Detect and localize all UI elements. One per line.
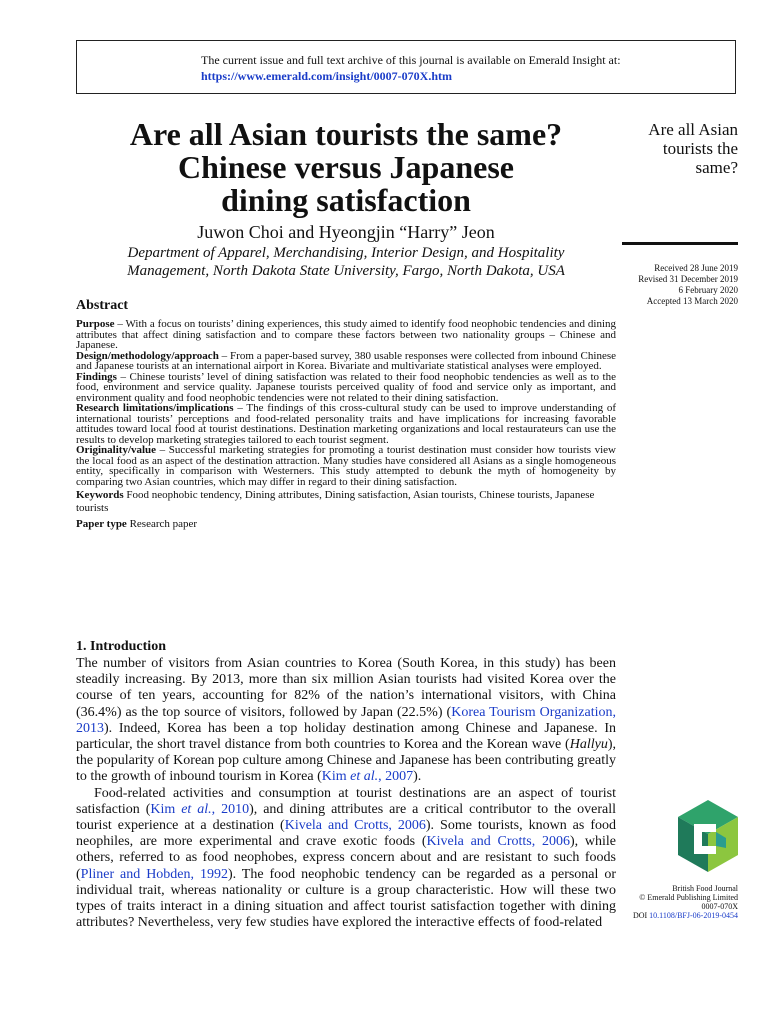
accepted-date: Accepted 13 March 2020: [646, 296, 738, 306]
text: ), the popularity of Korean pop culture among Chinese and Japanese has been contributing greatly to the growth of inbound tourism in Korea (: [76, 737, 616, 785]
intro-paragraph-1: [76, 656, 616, 786]
doi-link[interactable]: 10.1108/BFJ-06-2019-0454: [649, 911, 738, 920]
intro-paragraph-2: [76, 786, 616, 932]
abstract-originality: [76, 445, 616, 487]
emerald-logo-icon: [676, 800, 740, 872]
journal-info: [600, 884, 738, 920]
text: The number of visitors from Asian countries to Korea (South Korea, in this study) has been steadily increasing. By 2013, more than six million Asian tourists had visited Korea over the course of ten years, accounting for 82% of the nation’s international visitors, with China (36.4%) as the top source of visitors, followed by Japan (22.5%) (: [76, 656, 616, 720]
running-title-line: same?: [695, 158, 738, 177]
text: ), while others, referred to as food neophobes, express concern about and are resistant to such foods (: [76, 834, 617, 882]
citation-etal: et al.: [181, 801, 212, 817]
citation-link[interactable]: Korea Tourism Organization, 2013: [76, 704, 617, 736]
keywords-label: Keywords: [76, 489, 124, 501]
paper-type-text: Research paper: [126, 518, 198, 530]
citation-year: , 2010: [211, 801, 250, 817]
abstract-limitations: [76, 403, 616, 445]
revised-date-2: 6 February 2020: [678, 285, 738, 295]
paper-type-label: Paper type: [76, 518, 127, 530]
running-title: [620, 120, 738, 177]
running-title-line: tourists the: [662, 139, 738, 158]
journal-name: British Food Journal: [672, 884, 738, 893]
issn: 0007-070X: [701, 902, 738, 911]
section-label: Findings: [76, 370, 117, 383]
doi: [600, 911, 738, 920]
banner-text: The current issue and full text archive of this journal is available on Emerald Insight at:: [201, 53, 621, 67]
section-label: Purpose: [76, 318, 115, 330]
article-title: [76, 118, 616, 217]
affiliation: [76, 244, 616, 280]
title-line: Chinese versus Japanese: [177, 149, 514, 185]
section-text: – Chinese tourists’ level of dining satisfaction was related to their food neophobic tendencies as well as to the food, environment and service quality. Japanese tourists perceived quality of food and service only as important, and environment quality and food neophobic tendencies were not related to their dining satisfaction.: [76, 370, 616, 404]
running-title-line: Are all Asian: [648, 120, 738, 139]
citation-year: , 2007: [378, 769, 414, 785]
introduction-heading: 1. Introduction: [76, 639, 166, 654]
text: ). Indeed, Korea has been a top holiday destination among Chinese and Japanese. In particular, the short travel distance from both countries to Korea and the Korean wave (: [76, 720, 616, 753]
journal-url-link[interactable]: https://www.emerald.com/insight/0007-070X.htm: [201, 69, 452, 83]
section-label: Research limitations/implications: [76, 402, 234, 414]
affiliation-line: Department of Apparel, Merchandising, Interior Design, and Hospitality: [127, 245, 565, 261]
section-text: – Successful marketing strategies for promoting a tourist destination must consider how tourists view the local food as an aspect of the destination attraction. Many studies have considered all Asians as a single homogeneous entity, specifically in comparison with Westerners. This study attempted to debunk the myth of homogeneity by comparing two Asian countries, which may differ in regard to their dining satisfaction.: [76, 444, 616, 488]
section-text: – The findings of this cross-cultural study can be used to improve understanding of international tourists’ perceptions and food-related personality traits and have implications for increasing favorable attitudes toward local food at tourist destinations. Destination marketing organizations and local restaurateurs can use the results to develop marketing strategies tailored to each tourist segment.: [76, 402, 616, 446]
doi-prefix: DOI: [632, 911, 648, 920]
affiliation-line: Management, North Dakota State University, Fargo, North Dakota, USA: [127, 263, 565, 279]
citation-author: Kim: [150, 801, 182, 817]
revised-date: Revised 31 December 2019: [638, 274, 738, 284]
citation-link[interactable]: Pliner and Hobden, 1992: [80, 866, 228, 882]
text: ).: [413, 769, 422, 785]
citation-author: Kim: [321, 769, 351, 785]
article-dates: [600, 263, 738, 307]
text: Food-related activities and consumption at tourist destinations are an aspect of tourist satisfaction (: [76, 785, 616, 817]
section-text: – With a focus on tourists’ dining experiences, this study aimed to identify food neophobic tendencies and dining attributes that affect dining satisfaction and to compare these factors between two nationality groups – Chinese and Japanese.: [76, 318, 616, 351]
title-line: Are all Asian tourists the same?: [129, 116, 563, 152]
abstract-findings: [76, 372, 616, 404]
citation-link[interactable]: Kivela and Crotts, 2006: [426, 834, 570, 850]
keywords-text: Food neophobic tendency, Dining attributes, Dining satisfaction, Asian tourists, Chinese tourists, Japanese tourists: [76, 489, 595, 514]
section-label: Originality/value: [76, 444, 157, 456]
journal-banner: [76, 40, 736, 94]
text: ). Some tourists, known as food neophiles, are more experimental and crave exotic foods (: [76, 818, 616, 850]
section-text: – From a paper-based survey, 380 usable responses were collected from inbound Chinese and Japanese tourists at an international airport in Korea. Bivariate and multivariate statistical analyses were employed.: [76, 349, 616, 372]
abstract-purpose: [76, 319, 616, 351]
keywords: [76, 489, 616, 514]
italic-term: Hallyu: [569, 737, 608, 753]
paper-type: [76, 518, 616, 530]
text: ), and dining attributes are a critical contributor to the overall tourist experience at a destination (: [76, 801, 617, 834]
sidebar-rule: [622, 242, 738, 245]
citation-etal: et al.: [350, 769, 379, 785]
citation-link[interactable]: Kivela and Crotts, 2006: [284, 818, 426, 834]
section-label: Design/methodology/approach: [76, 349, 219, 362]
title-line: dining satisfaction: [221, 182, 471, 218]
abstract-design: [76, 351, 616, 372]
citation-link[interactable]: [322, 769, 413, 784]
text: ). The food neophobic tendency can be regarded as a personal or individual trait, whereas nationality or culture is a group characteristic. How will these two types of traits interact in a dining situation and affect tourist satisfaction together with dining attributes? Nevertheless, very few studies have explored the interactive effects of food-related: [76, 866, 617, 931]
abstract: [76, 298, 616, 530]
received-date: Received 28 June 2019: [654, 263, 738, 273]
introduction: [76, 639, 616, 931]
authors: Juwon Choi and Hyeongjin “Harry” Jeon: [197, 222, 495, 242]
citation-link[interactable]: [150, 802, 249, 817]
abstract-heading: Abstract: [76, 298, 129, 313]
publisher: © Emerald Publishing Limited: [639, 893, 738, 902]
